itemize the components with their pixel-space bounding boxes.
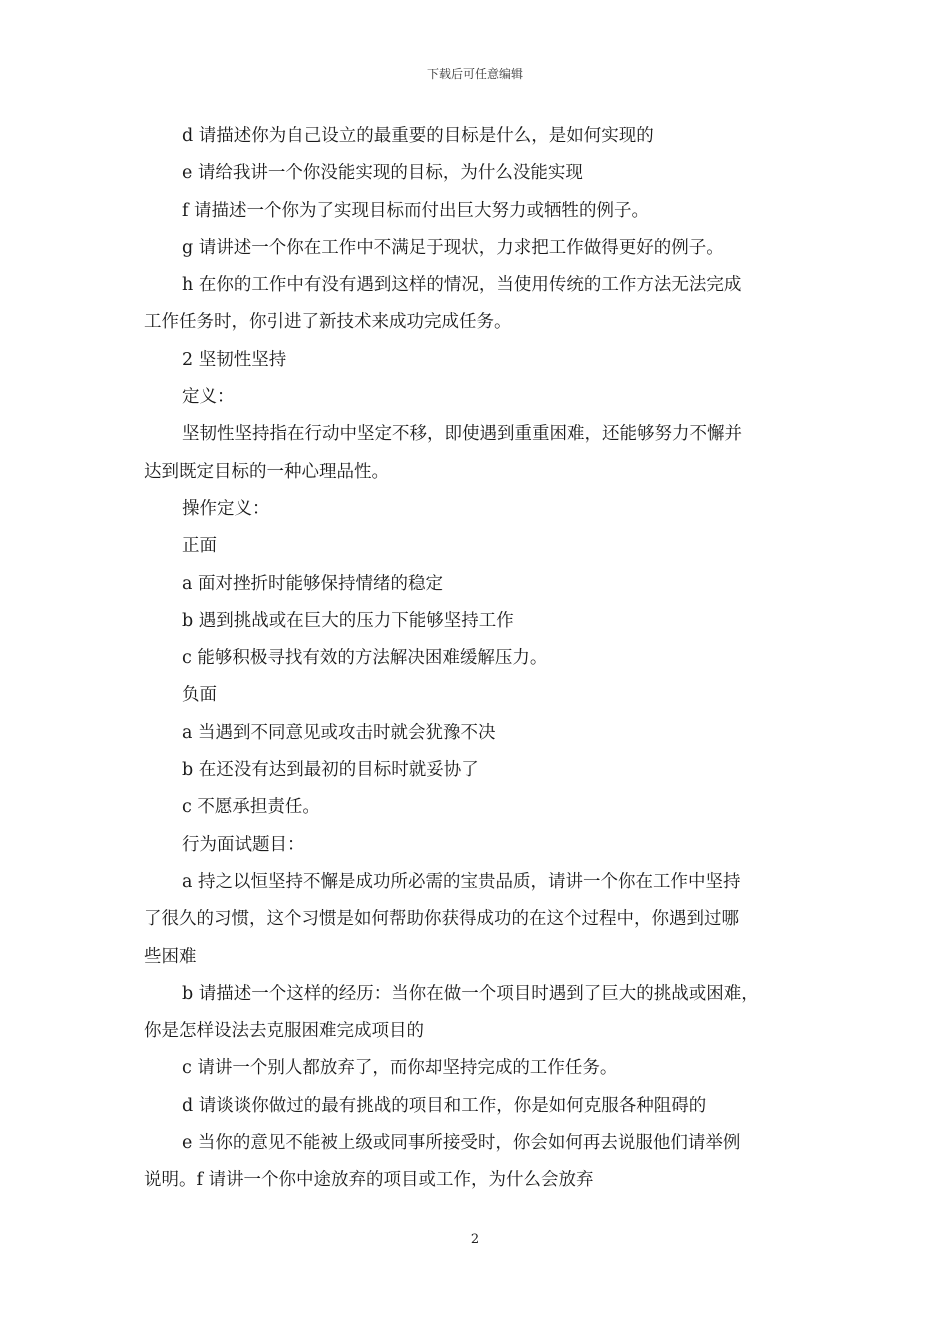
paragraph-line: 你是怎样设法去克服困难完成项目的 bbox=[144, 1021, 424, 1042]
paragraph-line: a 面对挫折时能够保持情绪的稳定 bbox=[182, 573, 443, 594]
paragraph-line: d 请谈谈你做过的最有挑战的项目和工作，你是如何克服各种阻碍的 bbox=[182, 1095, 707, 1116]
paragraph-line: c 请讲一个别人都放弃了，而你却坚持完成的工作任务。 bbox=[182, 1058, 618, 1079]
paragraph-line: h 在你的工作中有没有遇到这样的情况，当使用传统的工作方法无法完成 bbox=[182, 275, 742, 296]
paragraph-line: 2 坚韧性坚持 bbox=[182, 349, 287, 370]
paragraph-line: 操作定义： bbox=[182, 498, 270, 519]
page-header: 下载后可任意编辑 bbox=[426, 67, 523, 81]
paragraph-line: b 在还没有达到最初的目标时就妥协了 bbox=[182, 760, 479, 781]
paragraph-line: f 请描述一个你为了实现目标而付出巨大努力或牺牲的例子。 bbox=[182, 200, 650, 221]
paragraph-line: 些困难 bbox=[144, 946, 197, 967]
paragraph-line: c 能够积极寻找有效的方法解决困难缓解压力。 bbox=[182, 648, 548, 669]
paragraph-line: 达到既定目标的一种心理品性。 bbox=[144, 461, 389, 482]
paragraph-line: g 请讲述一个你在工作中不满足于现状，力求把工作做得更好的例子。 bbox=[182, 237, 724, 258]
paragraph-line: d 请描述你为自己设立的最重要的目标是什么，是如何实现的 bbox=[182, 126, 654, 146]
paragraph-line: b 遇到挑战或在巨大的压力下能够坚持工作 bbox=[182, 610, 514, 631]
paragraph-line: 正面 bbox=[182, 536, 217, 557]
paragraph-line: 了很久的习惯，这个习惯是如何帮助你获得成功的在这个过程中，你遇到过哪 bbox=[144, 909, 739, 930]
paragraph-line: c 不愿承担责任。 bbox=[182, 797, 320, 818]
page-number: 2 bbox=[470, 1232, 480, 1247]
paragraph-line: 定义： bbox=[182, 387, 235, 408]
paragraph-line: 说明。f 请讲一个你中途放弃的项目或工作，为什么会放弃 bbox=[144, 1170, 594, 1191]
paragraph-line: a 持之以恒坚持不懈是成功所必需的宝贵品质，请讲一个你在工作中坚持 bbox=[182, 871, 741, 892]
paragraph-line: a 当遇到不同意见或攻击时就会犹豫不决 bbox=[182, 722, 496, 743]
paragraph-line: 负面 bbox=[182, 685, 217, 706]
document-body bbox=[144, 118, 812, 1200]
paragraph-line: e 请给我讲一个你没能实现的目标，为什么没能实现 bbox=[182, 163, 583, 184]
paragraph-line: b 请描述一个这样的经历：当你在做一个项目时遇到了巨大的挑战或困难， bbox=[182, 983, 759, 1004]
paragraph-line: e 当你的意见不能被上级或同事所接受时，你会如何再去说服他们请举例 bbox=[182, 1133, 741, 1154]
paragraph-line: 坚韧性坚持指在行动中坚定不移，即使遇到重重困难，还能够努力不懈并 bbox=[182, 424, 742, 445]
paragraph-line: 行为面试题目： bbox=[182, 834, 305, 855]
paragraph-line: 工作任务时，你引进了新技术来成功完成任务。 bbox=[144, 312, 512, 333]
